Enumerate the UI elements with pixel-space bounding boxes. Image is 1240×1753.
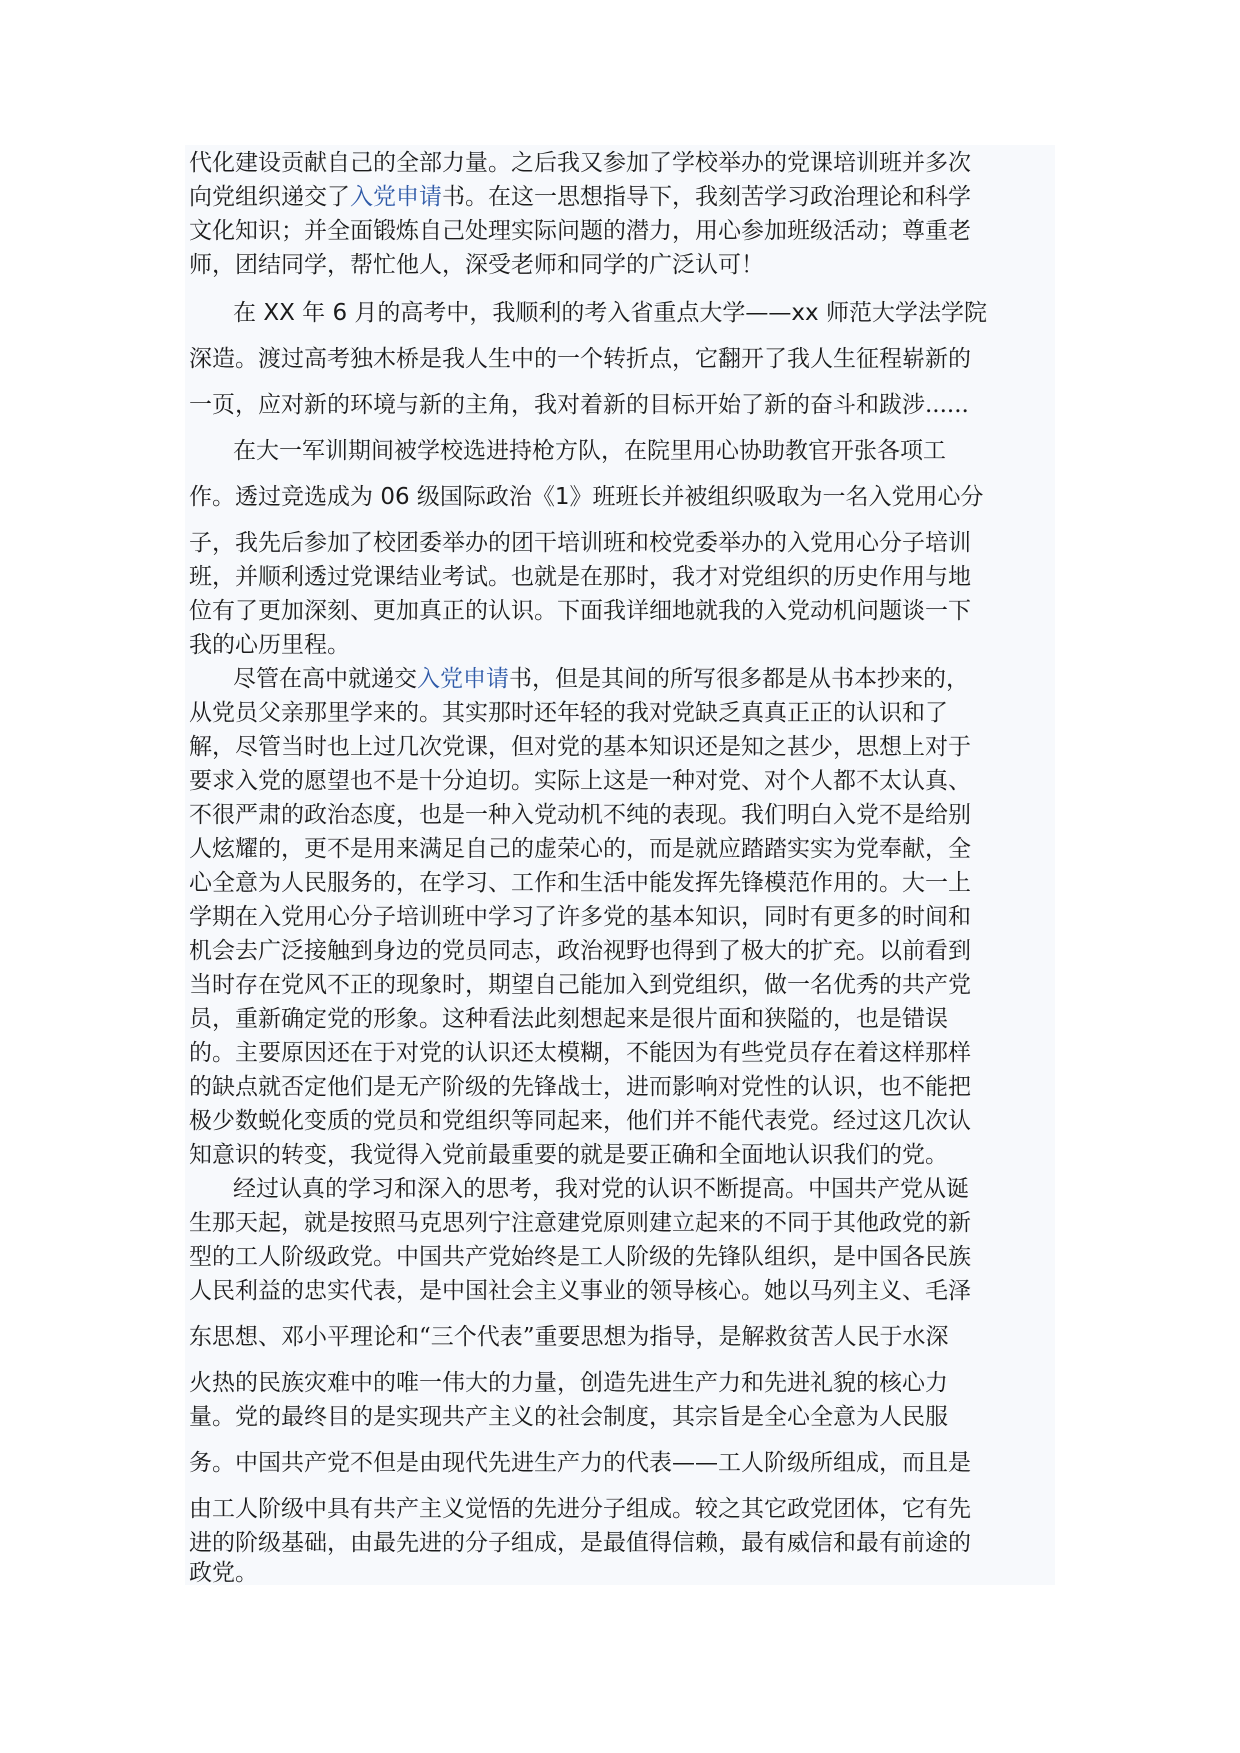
text-line: 知意识的转变，我觉得入党前最重要的就是要正确和全面地认识我们的党。 xyxy=(189,1142,948,1168)
text-line: 文化知识；并全面锻炼自己处理实际问题的潜力，用心参加班级活动；尊重老 xyxy=(189,218,971,244)
text-line: 从党员父亲那里学来的。其实那时还年轻的我对党缺乏真真正正的认识和了 xyxy=(189,700,948,726)
text-run: 月的高考中，我顺利的考入省重点大学—— xyxy=(347,300,792,326)
text-line: 型的工人阶级政党。中国共产党始终是工人阶级的先锋队组织，是中国各民族 xyxy=(189,1244,971,1270)
text-line: 解，尽管当时也上过几次党课，但对党的基本知识还是知之甚少，思想上对于 xyxy=(189,734,971,760)
text-run: 》班班长并被组织吸取为一名入党用心分 xyxy=(569,484,984,510)
text-run: 书。在这一思想指导下，我刻苦学习政治理论和科学 xyxy=(442,184,971,210)
text-line: 深造。渡过高考独木桥是我人生中的一个转折点，它翻开了我人生征程崭新的 xyxy=(189,346,971,372)
text-line: 人炫耀的，更不是用来满足自己的虚荣心的，而是就应踏踏实实为党奉献，全 xyxy=(189,836,971,862)
text-line: 量。党的最终目的是实现共产主义的社会制度，其宗旨是全心全意为人民服 xyxy=(189,1404,948,1430)
text-line: 员，重新确定党的形象。这种看法此刻想起来是很片面和狭隘的，也是错误 xyxy=(189,1006,948,1032)
text-line: 务。中国共产党不但是由现代先进生产力的代表——工人阶级所组成，而且是 xyxy=(189,1450,971,1476)
text-run: 书，但是其间的所写很多都是从书本抄来的， xyxy=(509,666,969,692)
text-run: 6 xyxy=(332,300,348,326)
text-line: 师，团结同学，帮忙他人，深受老师和同学的广泛认可！ xyxy=(189,252,764,278)
text-line: 不很严肃的政治态度，也是一种入党动机不纯的表现。我们明白入党不是给别 xyxy=(189,802,971,828)
text-run: 06 xyxy=(380,484,410,510)
link-application[interactable]: 入党申请 xyxy=(350,184,442,210)
text-line: 子，我先后参加了校团委举办的团干培训班和校党委举办的入党用心分子培训 xyxy=(189,530,971,556)
paragraph-first-line: 在大一军训期间被学校选进持枪方队，在院里用心协助教官开张各项工 xyxy=(233,438,946,464)
text-line xyxy=(189,481,984,513)
text-line: 的。主要原因还在于对党的认识还太模糊，不能因为有些党员存在着这样那样 xyxy=(189,1040,971,1066)
text-line xyxy=(189,181,971,213)
link-application[interactable]: 入党申请 xyxy=(417,666,509,692)
text-run: XX xyxy=(263,300,295,326)
text-line: 进的阶级基础，由最先进的分子组成，是最值得信赖，最有威信和最有前途的 xyxy=(189,1530,971,1556)
text-line: 由工人阶级中具有共产主义觉悟的先进分子组成。较之其它政党团体，它有先 xyxy=(189,1496,971,1522)
text-line: 班，并顺利透过党课结业考试。也就是在那时，我才对党组织的历史作用与地 xyxy=(189,564,971,590)
text-line: 要求入党的愿望也不是十分迫切。实际上这是一种对党、对个人都不太认真、 xyxy=(189,768,971,794)
text-line: 一页，应对新的环境与新的主角，我对着新的目标开始了新的奋斗和跋涉...... xyxy=(189,392,969,418)
text-line: 的缺点就否定他们是无产阶级的先锋战士，进而影响对党性的认识，也不能把 xyxy=(189,1074,971,1100)
text-line: 机会去广泛接触到身边的党员同志，政治视野也得到了极大的扩充。以前看到 xyxy=(189,938,971,964)
text-line: 生那天起，就是按照马克思列宁注意建党原则建立起来的不同于其他政党的新 xyxy=(189,1210,971,1236)
text-line: 政党。 xyxy=(189,1560,258,1586)
text-run: 向党组织递交了 xyxy=(189,184,350,210)
text-line: 心全意为人民服务的，在学习、工作和生活中能发挥先锋模范作用的。大一上 xyxy=(189,870,971,896)
paragraph-first-line xyxy=(233,663,969,695)
text-line: 位有了更加深刻、更加真正的认识。下面我详细地就我的入党动机问题谈一下 xyxy=(189,598,971,624)
text-line: 代化建设贡献自己的全部力量。之后我又参加了学校举办的党课培训班并多次 xyxy=(189,150,971,176)
text-run: xx xyxy=(791,300,819,326)
text-line: 东思想、邓小平理论和“三个代表”重要思想为指导，是解救贫苦人民于水深 xyxy=(189,1324,949,1350)
text-run: 在 xyxy=(233,300,264,326)
text-line: 当时存在党风不正的现象时，期望自己能加入到党组织，做一名优秀的共产党 xyxy=(189,972,971,998)
text-run: 级国际政治《 xyxy=(409,484,555,510)
paragraph-first-line xyxy=(233,297,987,329)
text-line: 火热的民族灾难中的唯一伟大的力量，创造先进生产力和先进礼貌的核心力 xyxy=(189,1370,948,1396)
text-run: 1 xyxy=(554,484,570,510)
paragraph-first-line: 经过认真的学习和深入的思考，我对党的认识不断提高。中国共产党从诞 xyxy=(233,1176,969,1202)
text-line: 人民利益的忠实代表，是中国社会主义事业的领导核心。她以马列主义、毛泽 xyxy=(189,1278,971,1304)
text-run: 尽管在高中就递交 xyxy=(233,666,417,692)
text-run: 师范大学法学院 xyxy=(818,300,987,326)
text-run: 作。透过竞选成为 xyxy=(189,484,381,510)
text-line: 我的心历里程。 xyxy=(189,632,350,658)
text-line: 学期在入党用心分子培训班中学习了许多党的基本知识，同时有更多的时间和 xyxy=(189,904,971,930)
document-page xyxy=(185,145,1055,1585)
text-line: 极少数蜕化变质的党员和党组织等同起来，他们并不能代表党。经过这几次认 xyxy=(189,1108,971,1134)
text-run: 年 xyxy=(294,300,333,326)
